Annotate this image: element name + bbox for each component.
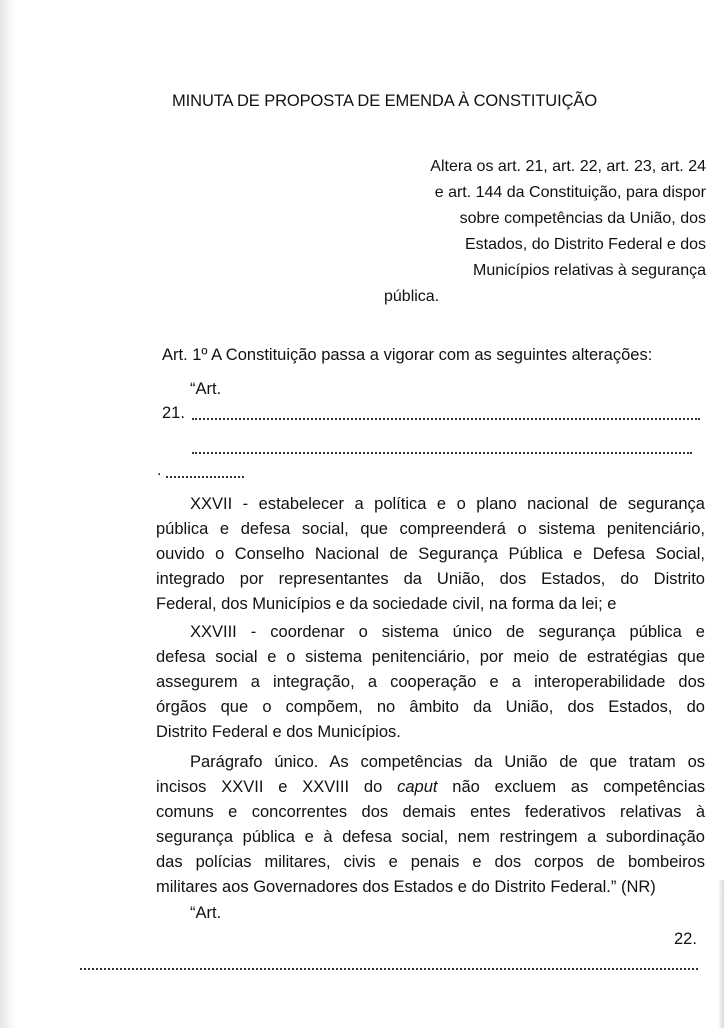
paragraph-line: integrado por representantes da União, dos Estados, do Distrito: [156, 570, 705, 588]
paragraph-line: Parágrafo único. As competências da União de que tratam os: [190, 753, 705, 771]
ementa-line: pública.: [384, 288, 440, 305]
leading-dot: .: [157, 462, 162, 479]
paragraph-line: órgãos que o compõem, no âmbito da União, dos Estados, do: [156, 698, 705, 716]
ementa-line: Estados, do Distrito Federal e dos: [464, 236, 706, 253]
quoted-article-label: “Art.: [190, 904, 222, 922]
paragrafo-unico: [156, 750, 705, 900]
line-part: não excluem as competências: [437, 778, 705, 796]
ementa-line: e art. 144 da Constituição, para dispor: [434, 184, 706, 201]
paragraph-line: defesa social e o sistema penitenciário, por meio de estratégias que: [156, 648, 705, 666]
ementa-line: sobre competências da União, dos: [459, 210, 706, 227]
paragraph-line: ouvido o Conselho Nacional de Segurança Pública e Defesa Social,: [156, 545, 705, 563]
paragraph-line: Distrito Federal e dos Municípios.: [156, 723, 401, 741]
paragraph-line: das polícias militares, civis e penais e dos corpos de bombeiros: [156, 853, 705, 871]
article-1-heading: Art. 1º A Constituição passa a vigorar com as seguintes alterações:: [162, 346, 653, 364]
dotted-leader: [166, 474, 244, 478]
paragraph-line: XXVII - estabelecer a política e o plano nacional de segurança: [190, 495, 705, 513]
paragraph-line: Federal, dos Municípios e da sociedade civil, na forma da lei; e: [156, 595, 617, 613]
paragraph-line: militares aos Governadores dos Estados e do Distrito Federal.” (NR): [156, 878, 656, 896]
inciso-xxvii: [156, 492, 705, 617]
paragraph-line: XXVIII - coordenar o sistema único de segurança pública e: [190, 623, 705, 641]
inciso-xxviii: [156, 620, 705, 745]
paragraph-line: pública e defesa social, que compreenderá o sistema penitenciário,: [156, 520, 705, 538]
line-part: incisos XXVII e XXVIII do: [156, 778, 398, 796]
dotted-leader: [80, 966, 698, 970]
quoted-article-label: “Art.: [190, 380, 222, 398]
dotted-leader: [192, 450, 692, 454]
dotted-leader: [192, 416, 700, 420]
article-21-label: 21.: [162, 404, 185, 422]
document-title: MINUTA DE PROPOSTA DE EMENDA À CONSTITUIÇÃO: [172, 92, 598, 110]
ementa-line: Altera os art. 21, art. 22, art. 23, art. 24: [430, 158, 706, 175]
paragraph-line: assegurem a integração, a cooperação e a interoperabilidade dos: [156, 673, 705, 691]
ementa: [384, 154, 706, 310]
paragraph-line: comuns e concorrentes dos demais entes federativos relativas à: [156, 803, 705, 821]
caput-italic: caput: [397, 778, 438, 796]
paragraph-line: [156, 775, 705, 800]
article-22-label: 22.: [674, 930, 697, 948]
paragraph-line: segurança pública e à defesa social, nem restringem a subordinação: [156, 828, 705, 846]
ementa-line: Municípios relativas à segurança: [472, 262, 706, 279]
